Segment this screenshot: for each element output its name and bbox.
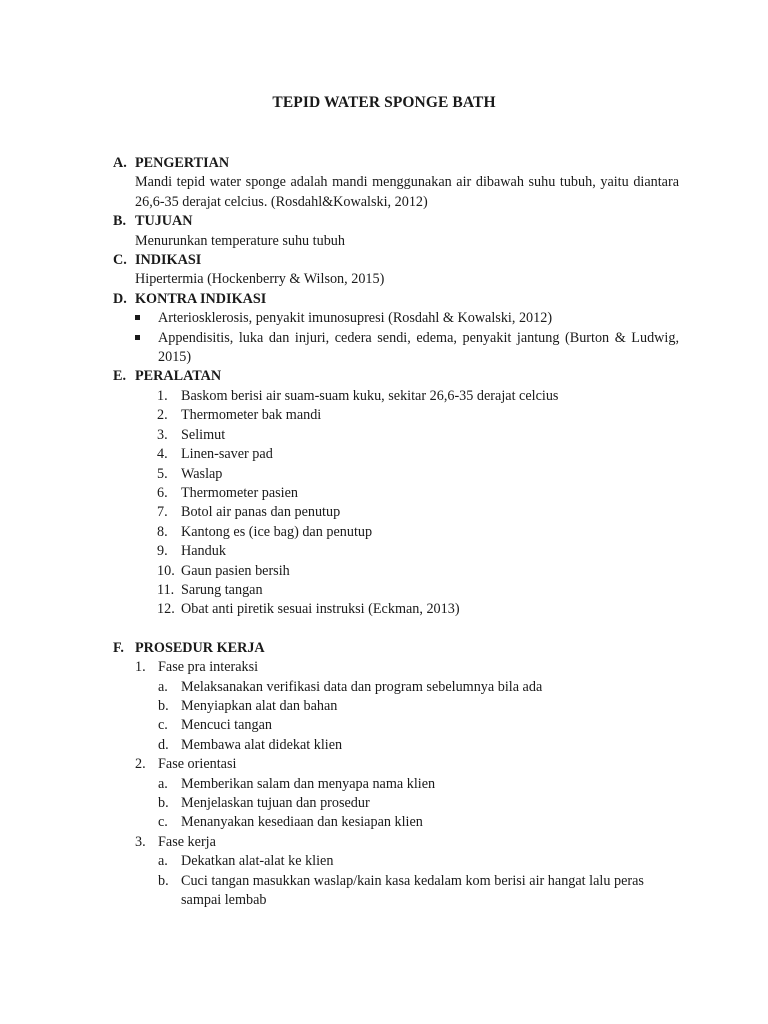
- list-item: [113, 562, 679, 581]
- section-paragraph: Mandi tepid water sponge adalah mandi menggunakan air dibawah suhu tubuh, yaitu diantara 26,6-35 derajat celcius. (Rosdahl&Kowalski, 2012): [135, 174, 679, 210]
- list-item: [113, 465, 679, 484]
- item-text: Obat anti piretik sesuai instruksi (Eckman, 2013): [181, 601, 460, 618]
- list-item: [113, 406, 679, 425]
- bullet-list: [113, 309, 679, 367]
- item-letter: a.: [158, 853, 168, 870]
- blank-line: [113, 620, 679, 639]
- section-title: PENGERTIAN: [135, 155, 230, 171]
- list-item: [113, 542, 679, 561]
- procedure-phase: [113, 833, 679, 911]
- section-tujuan: [113, 212, 679, 251]
- procedure-phase: [113, 658, 679, 755]
- list-item: [158, 852, 679, 871]
- section-letter: D.: [113, 290, 127, 307]
- item-text: Menjelaskan tujuan dan prosedur: [181, 795, 370, 811]
- section-prosedur-kerja: [113, 639, 679, 911]
- item-letter: a.: [158, 678, 168, 695]
- section-title: INDIKASI: [135, 252, 202, 269]
- list-item: [158, 697, 679, 716]
- list-item: [158, 872, 679, 911]
- list-item: [113, 484, 679, 503]
- procedure-phase: [113, 755, 679, 833]
- item-letter: b.: [158, 697, 169, 714]
- section-kontra-indikasi: [113, 290, 679, 368]
- item-number: 7.: [157, 504, 168, 521]
- list-item: [113, 523, 679, 542]
- item-text: Sarung tangan: [181, 581, 263, 598]
- item-number: 1.: [157, 387, 168, 404]
- bullet-text: Arteriosklerosis, penyakit imunosupresi (Rosdahl & Kowalski, 2012): [158, 310, 553, 327]
- item-letter: b.: [158, 795, 169, 811]
- item-text: Botol air panas dan penutup: [181, 504, 341, 521]
- item-text: Thermometer bak mandi: [181, 407, 322, 424]
- section-letter: B.: [113, 213, 127, 230]
- section-title: KONTRA INDIKASI: [135, 290, 267, 307]
- list-item: [158, 813, 679, 832]
- section-heading: [113, 367, 679, 386]
- item-number: 8.: [157, 523, 168, 540]
- phase-label: Fase pra interaksi: [158, 659, 259, 676]
- item-letter: b.: [158, 872, 169, 889]
- item-text: Waslap: [181, 465, 223, 482]
- list-item: [158, 678, 679, 697]
- section-letter: A.: [113, 155, 127, 171]
- item-text: Memberikan salam dan menyapa nama klien: [181, 775, 436, 792]
- bullet-item: [113, 329, 679, 368]
- procedure-steps: [113, 658, 679, 910]
- section-heading: [113, 639, 679, 658]
- item-letter: d.: [158, 736, 169, 753]
- section-heading: [113, 290, 679, 309]
- item-text: Membawa alat didekat klien: [181, 736, 343, 753]
- item-text: Mencuci tangan: [181, 717, 272, 734]
- item-text: Kantong es (ice bag) dan penutup: [181, 523, 373, 540]
- phase-sublist: [158, 775, 679, 833]
- document-title: TEPID WATER SPONGE BATH: [272, 94, 496, 111]
- list-item: [113, 581, 679, 600]
- item-text: Baskom berisi air suam-suam kuku, sekitar 26,6-35 derajat celcius: [181, 387, 559, 404]
- section-peralatan: [113, 367, 679, 619]
- section-letter: C.: [113, 252, 127, 269]
- list-item: [113, 445, 679, 464]
- item-number: 5.: [157, 465, 168, 482]
- list-item: [158, 775, 679, 794]
- section-heading: [113, 154, 679, 173]
- list-item: [158, 794, 679, 813]
- phase-label: Fase kerja: [158, 833, 216, 850]
- bullet-item: [113, 309, 679, 328]
- list-item: [113, 503, 679, 522]
- list-item: [158, 736, 679, 755]
- section-title: TUJUAN: [135, 213, 193, 230]
- item-number: 9.: [157, 543, 168, 560]
- document-content: [113, 154, 679, 910]
- item-text: Gaun pasien bersih: [181, 562, 290, 579]
- phase-number: 2.: [135, 756, 146, 773]
- phase-number: 1.: [135, 659, 146, 676]
- list-item: [113, 426, 679, 445]
- item-text: Selimut: [181, 426, 226, 443]
- equipment-list: [113, 387, 679, 620]
- section-title: PERALATAN: [135, 368, 222, 385]
- item-number: 6.: [157, 484, 168, 501]
- item-number: 4.: [157, 446, 168, 463]
- item-number: 3.: [157, 426, 168, 443]
- section-heading: [113, 251, 679, 270]
- item-number: 11.: [157, 581, 175, 598]
- list-item: [158, 716, 679, 735]
- item-letter: c.: [158, 814, 168, 831]
- section-paragraph: Menurunkan temperature suhu tubuh: [135, 232, 345, 249]
- item-text: Melaksanakan verifikasi data dan program sebelumnya bila ada: [181, 678, 543, 695]
- section-letter: F.: [113, 639, 124, 656]
- item-letter: a.: [158, 775, 168, 792]
- list-item: [113, 600, 679, 619]
- square-bullet-icon: [135, 335, 140, 340]
- bullet-text: Appendisitis, luka dan injuri, cedera sendi, edema, penyakit jantung (Burton & Ludwig, 2015): [158, 329, 679, 366]
- phase-label: Fase orientasi: [158, 756, 237, 773]
- item-text: Thermometer pasien: [181, 484, 298, 501]
- phase-number: 3.: [135, 833, 146, 850]
- item-number: 2.: [157, 407, 168, 424]
- section-paragraph: Hipertermia (Hockenberry & Wilson, 2015): [135, 271, 385, 288]
- item-number: 10.: [157, 562, 175, 579]
- section-letter: E.: [113, 368, 127, 385]
- item-letter: c.: [158, 717, 168, 734]
- phase-sublist: [158, 852, 679, 910]
- item-number: 12.: [157, 601, 175, 618]
- item-text: Menanyakan kesediaan dan kesiapan klien: [181, 814, 423, 831]
- list-item: [113, 387, 679, 406]
- section-heading: [113, 212, 679, 231]
- square-bullet-icon: [135, 315, 140, 320]
- item-text: Linen-saver pad: [181, 446, 273, 463]
- phase-sublist: [158, 678, 679, 756]
- item-text: Menyiapkan alat dan bahan: [181, 697, 338, 714]
- item-text: Handuk: [181, 543, 226, 560]
- item-text: Cuci tangan masukkan waslap/kain kasa kedalam kom berisi air hangat lalu peras sampai lembab: [181, 872, 644, 909]
- section-title: PROSEDUR KERJA: [135, 639, 265, 656]
- section-indikasi: [113, 251, 679, 290]
- item-text: Dekatkan alat-alat ke klien: [181, 853, 334, 870]
- section-pengertian: [113, 154, 679, 212]
